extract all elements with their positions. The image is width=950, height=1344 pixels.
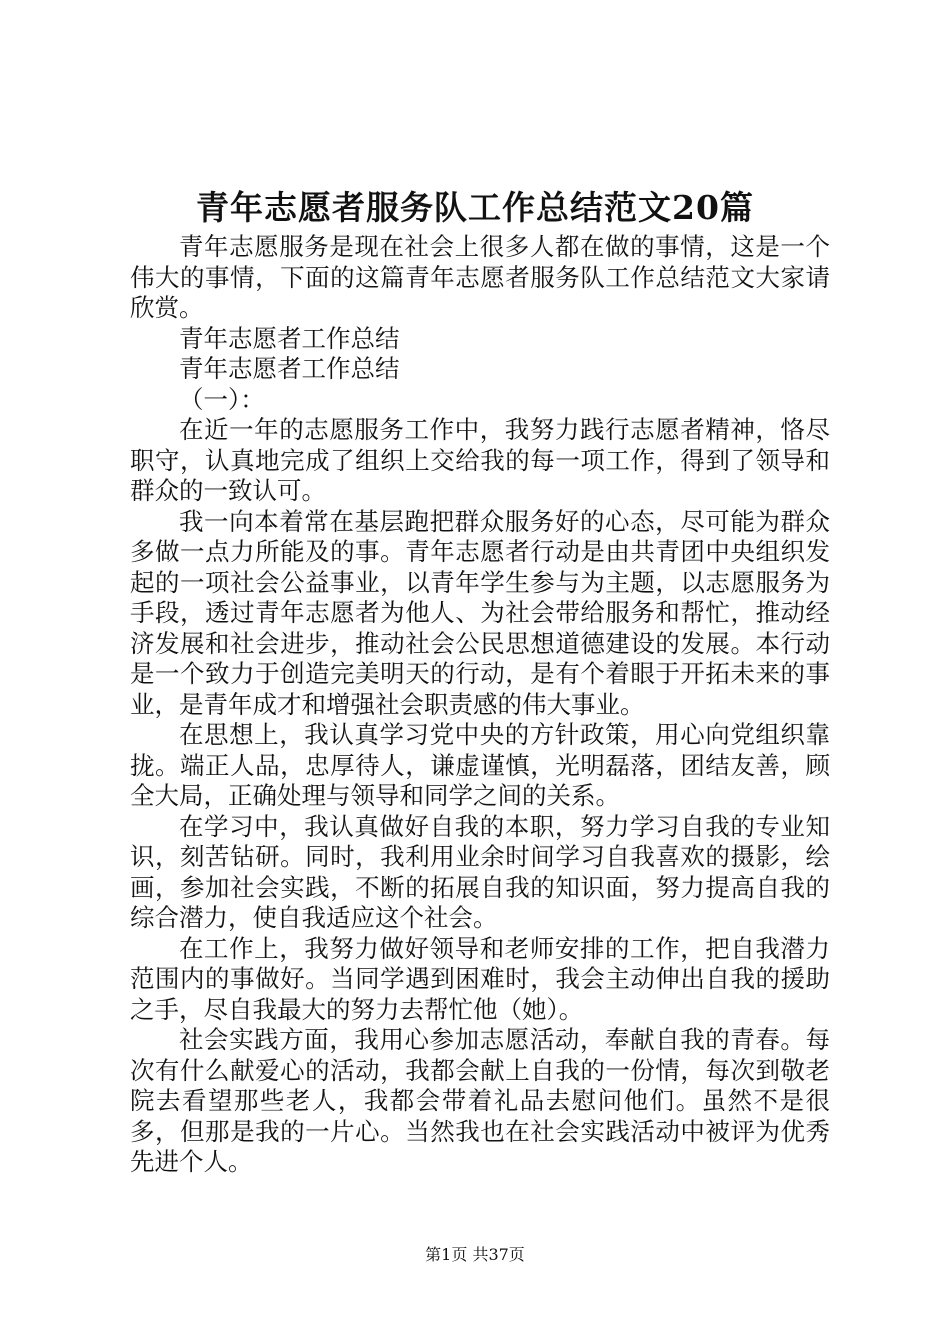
- body-paragraph: 在近一年的志愿服务工作中，我努力践行志愿者精神，恪尽职守，认真地完成了组织上交给我的每一项工作，得到了领导和群众的一致认可。: [130, 415, 830, 505]
- page-number-footer: 第1页 共37页: [425, 1245, 525, 1264]
- body-paragraph: 在学习中，我认真做好自我的本职，努力学习自我的专业知识，刻苦钻研。同时，我利用业余时间学习自我喜欢的摄影，绘画，参加社会实践，不断的拓展自我的知识面，努力提高自我的综合潜力，使自我适应这个社会。: [130, 811, 830, 932]
- section-number: （一）：: [179, 384, 265, 414]
- body-paragraph: 社会实践方面，我用心参加志愿活动，奉献自我的青春。每次有什么献爱心的活动，我都会献上自我的一份情，每次到敬老院去看望那些老人，我都会带着礼品去慰问他们。虽然不是很多，但那是我的一片心。当然我也在社会实践活动中被评为优秀先进个人。: [130, 1025, 830, 1176]
- document-title: 青年志愿者服务队工作总结范文20篇: [196, 188, 754, 227]
- section-heading: 青年志愿者工作总结: [179, 354, 400, 383]
- body-paragraph: 在思想上，我认真学习党中央的方针政策，用心向党组织靠拢。端正人品，忠厚待人，谦虚谨慎，光明磊落，团结友善，顾全大局，正确处理与领导和同学之间的关系。: [130, 720, 830, 810]
- body-paragraph: 我一向本着常在基层跑把群众服务好的心态，尽可能为群众多做一点力所能及的事。青年志愿者行动是由共青团中央组织发起的一项社会公益事业，以青年学生参与为主题，以志愿服务为手段，透过青年志愿者为他人、为社会带给服务和帮忙，推动经济发展和社会进步，推动社会公民思想道德建设的发展。本行动是一个致力于创造完美明天的行动，是有个着眼于开拓未来的事业，是青年成才和增强社会职责感的伟大事业。: [130, 506, 830, 719]
- section-heading: 青年志愿者工作总结: [179, 323, 400, 353]
- intro-paragraph: 青年志愿服务是现在社会上很多人都在做的事情，这是一个伟大的事情，下面的这篇青年志愿者服务队工作总结范文大家请欣赏。: [130, 232, 830, 322]
- document-body: [130, 232, 830, 1178]
- body-paragraph: 在工作上，我努力做好领导和老师安排的工作，把自我潜力范围内的事做好。当同学遇到困难时，我会主动伸出自我的援助之手，尽自我最大的努力去帮忙他（她）。: [130, 933, 830, 1024]
